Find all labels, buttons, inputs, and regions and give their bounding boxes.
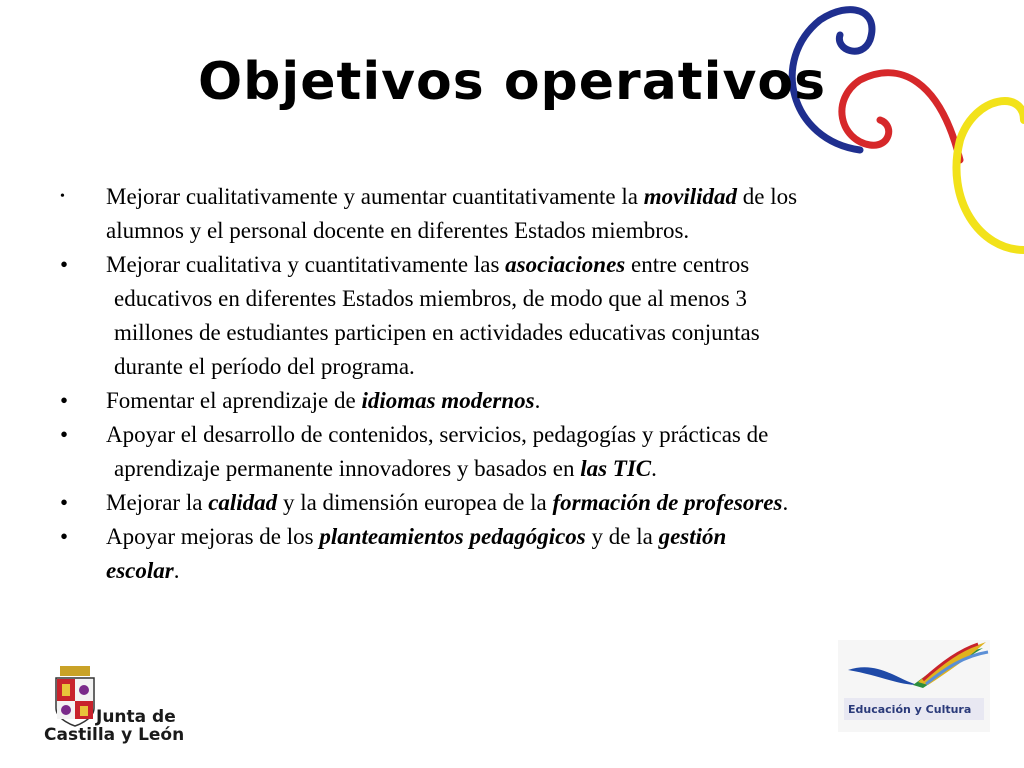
junta-castilla-leon-logo <box>44 664 194 744</box>
list-item: • Mejorar la calidad y la dimensión europea de la formación de profesores. <box>56 486 976 520</box>
logo-text-line2: Castilla y León <box>44 725 185 745</box>
educacion-cultura-logo <box>838 640 990 732</box>
list-item: • Apoyar el desarrollo de contenidos, servicios, pedagogías y prácticas de aprendizaje permanente innovadores y basados en las TIC. <box>56 418 976 486</box>
bullet-icon: • <box>60 422 69 447</box>
list-item: • Mejorar cualitativa y cuantitativamente las asociaciones entre centros educativos en diferentes Estados miembros, de modo que al menos 3 millones de estudiantes participen en actividades educativas conjuntas durante el período del programa. <box>56 248 976 384</box>
list-item: • Mejorar cualitativamente y aumentar cuantitativamente la movilidad de los alumnos y el personal docente en diferentes Estados miembros. <box>56 180 976 248</box>
education-culture-emblem-icon <box>838 640 990 732</box>
coat-of-arms-icon <box>50 664 100 728</box>
objectives-list <box>56 180 976 588</box>
slide-title: Objetivos operativos <box>197 52 827 112</box>
logo-text-line1: Junta de <box>96 707 176 727</box>
bullet-icon: • <box>60 252 69 277</box>
list-item: • Fomentar el aprendizaje de idiomas modernos. <box>56 384 976 418</box>
list-item: • Apoyar mejoras de los planteamientos pedagógicos y de la gestión escolar. <box>56 520 976 588</box>
logo-label: Educación y Cultura <box>848 703 972 716</box>
bullet-icon: • <box>60 388 69 413</box>
bullet-icon: • <box>60 189 65 204</box>
bullet-icon: • <box>60 490 69 515</box>
bullet-icon: • <box>60 524 69 549</box>
